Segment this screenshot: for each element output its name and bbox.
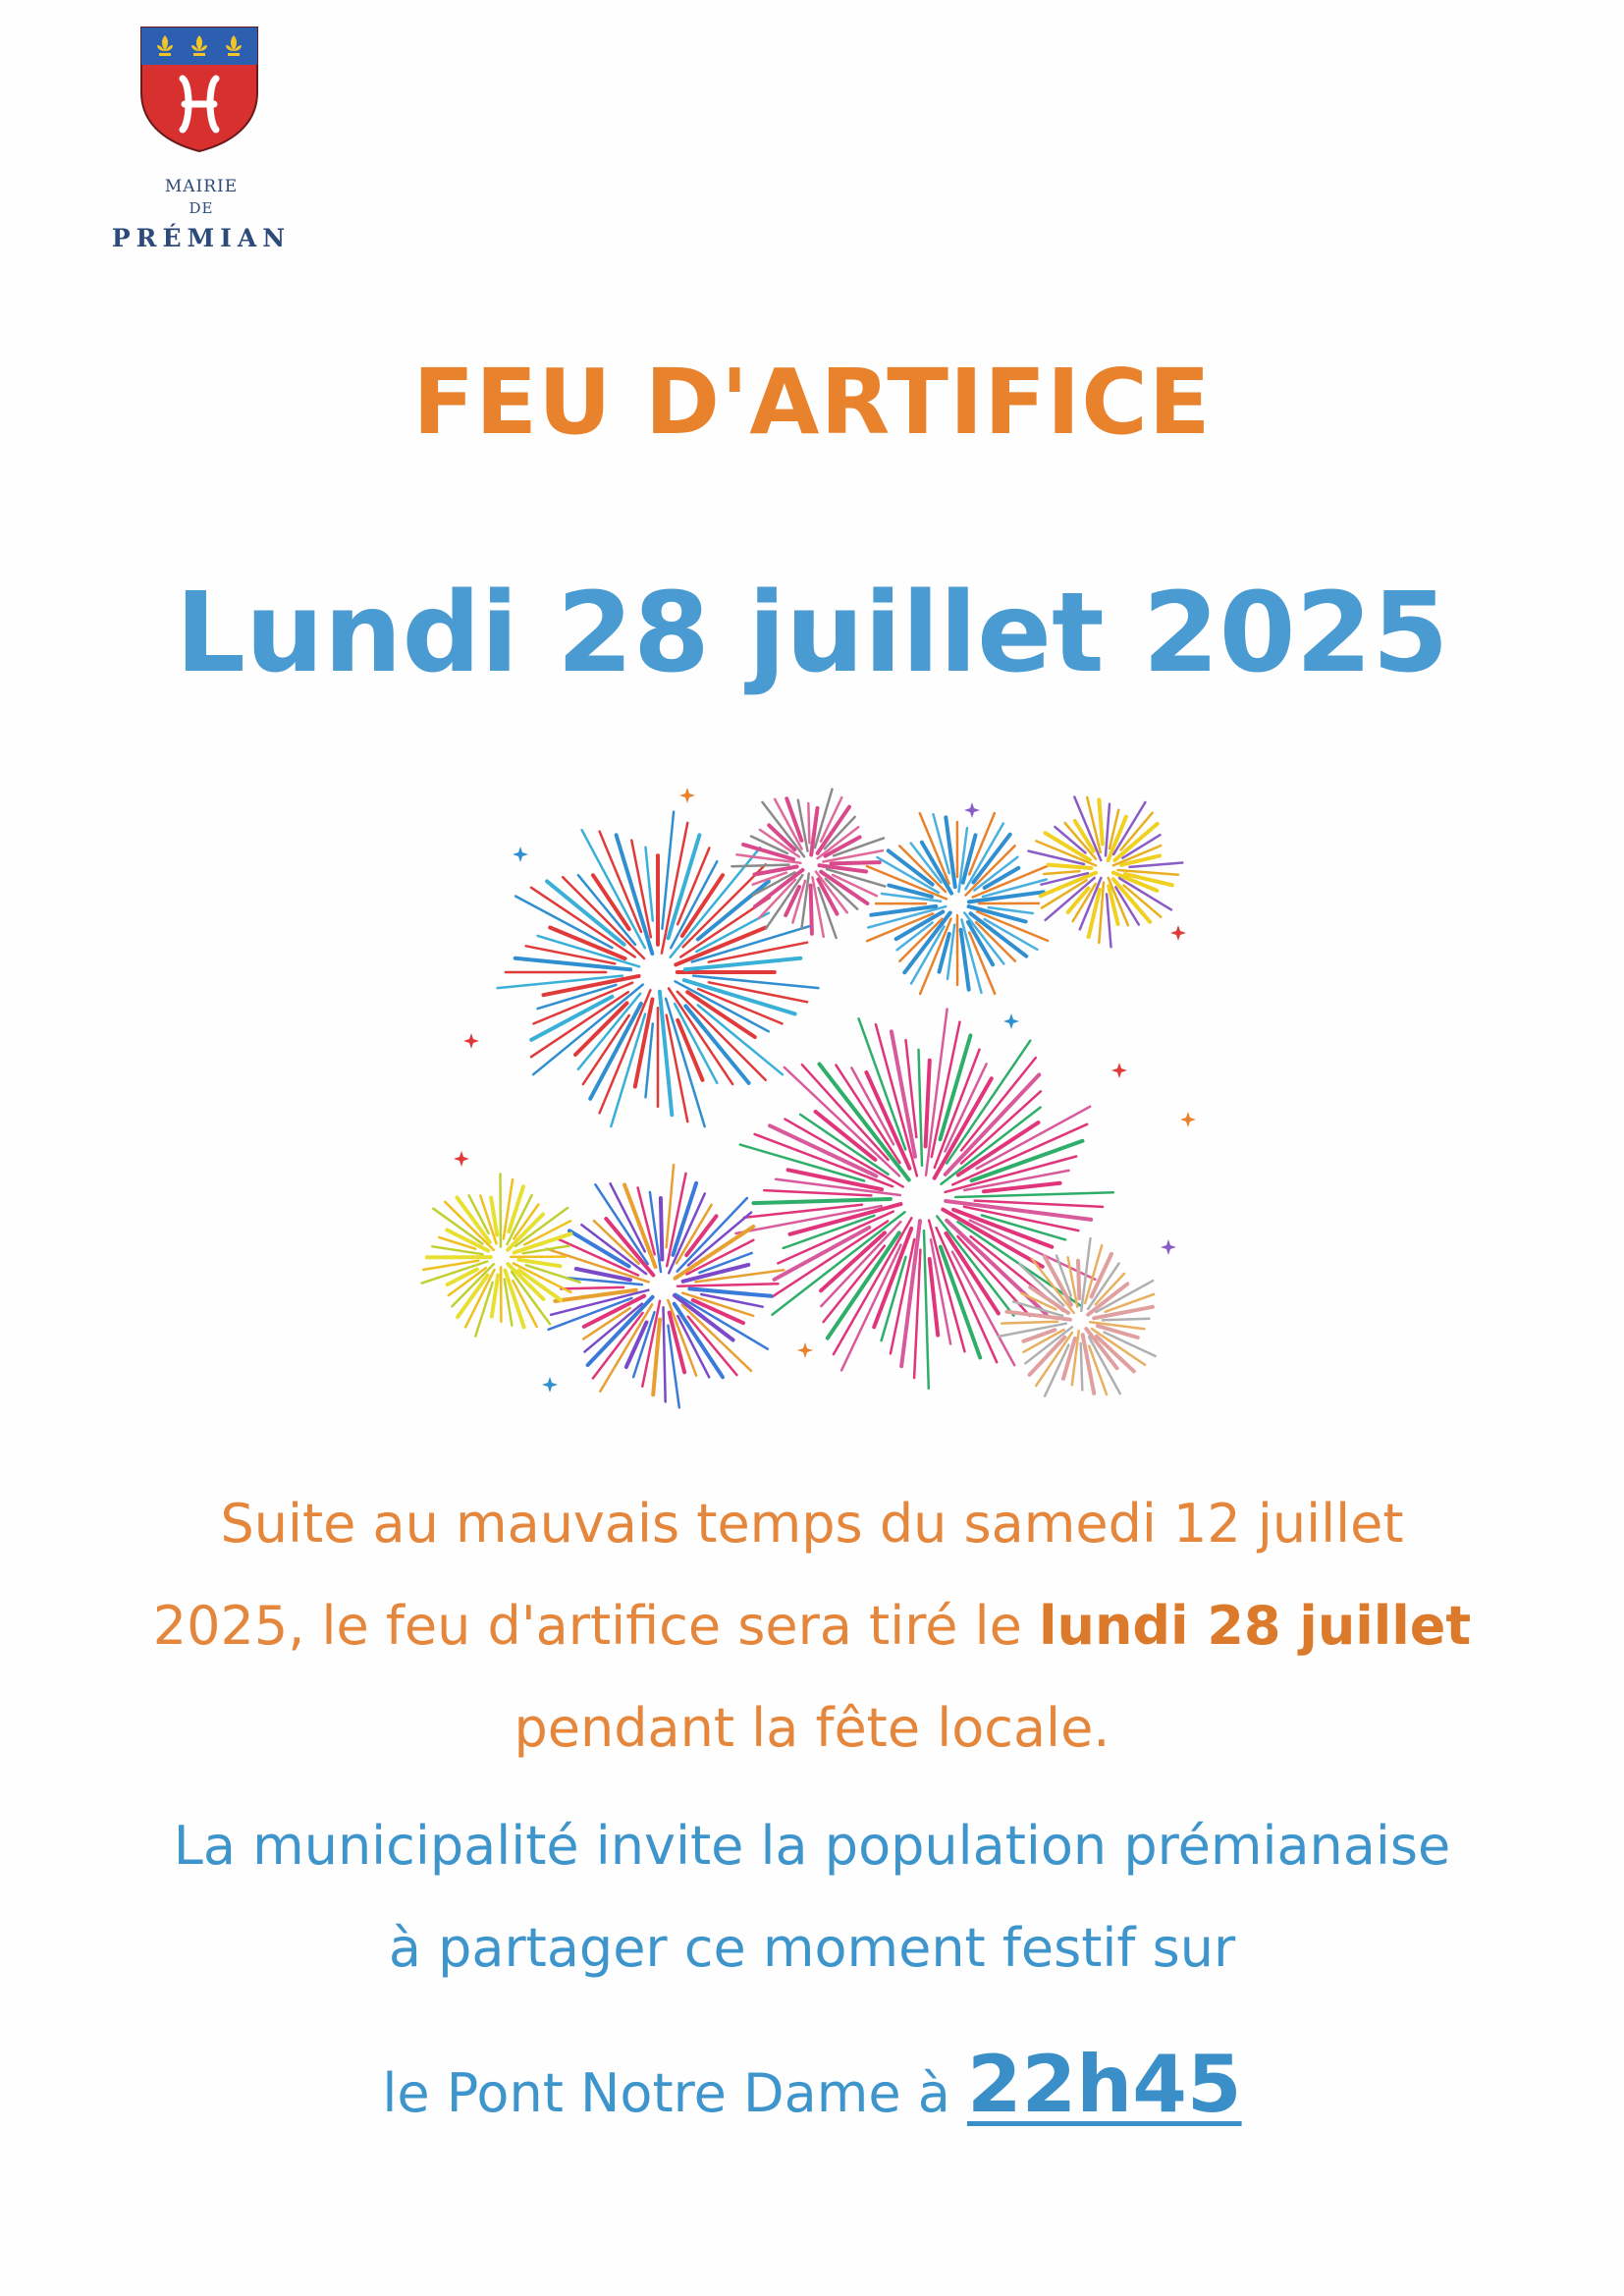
- firework-ray: [832, 862, 880, 863]
- firework-ray: [811, 886, 812, 934]
- firework-ray: [940, 934, 949, 972]
- sparkle-icon: [1003, 1013, 1019, 1029]
- crest-caption-mairie: MAIRIE: [164, 177, 239, 196]
- sparkle-icon: [1180, 1112, 1196, 1127]
- sparkle-icon: [679, 788, 695, 803]
- firework-ray: [1099, 799, 1103, 844]
- sparkle-icon: [463, 1033, 479, 1049]
- firework-ray: [867, 866, 947, 899]
- firework-ray: [924, 1230, 929, 1389]
- event-time: 22h45: [966, 2039, 1242, 2130]
- sparkle-icon: [454, 1151, 469, 1167]
- firework-burst: [1029, 797, 1183, 948]
- coat-of-arms-icon: [135, 24, 263, 153]
- sparkle-icon: [964, 802, 980, 818]
- invitation-line-2: à partager ce moment festif sur: [388, 1917, 1236, 1979]
- firework-ray: [646, 847, 653, 921]
- firework-ray: [754, 1199, 891, 1203]
- location-time: [98, 2039, 1526, 2130]
- town-name: PRÉMIAN: [111, 224, 292, 252]
- sparkle-icon: [1111, 1063, 1127, 1078]
- notice-line-1: Suite au mauvais temps du samedi 12 juillet: [220, 1493, 1404, 1555]
- sparkle-icon: [513, 847, 528, 862]
- fireworks-illustration: [412, 776, 1218, 1424]
- sparkle-icon: [797, 1342, 813, 1358]
- invitation-text: [98, 1795, 1526, 1999]
- firework-ray: [1044, 871, 1079, 874]
- firework-burst: [999, 1238, 1156, 1396]
- firework-burst: [735, 1010, 1113, 1389]
- firework-ray: [961, 1058, 1036, 1150]
- firework-burst: [867, 813, 1048, 994]
- firework-ray: [1107, 895, 1110, 948]
- firework-ray: [677, 1284, 779, 1285]
- notice-line-2: 2025, le feu d'artifice sera tiré le: [152, 1595, 1039, 1657]
- firework-ray: [582, 830, 645, 948]
- new-date-bold: lundi 28 juillet: [1039, 1595, 1472, 1657]
- firework-burst: [731, 790, 885, 938]
- location-text: le Pont Notre Dame à: [382, 2062, 967, 2124]
- firework-ray: [1103, 1319, 1150, 1321]
- firework-ray: [685, 1006, 748, 1083]
- event-title: FEU D'ARTIFICE: [412, 350, 1212, 455]
- crest-caption-de: DE: [189, 199, 214, 217]
- firework-ray: [682, 1305, 751, 1371]
- firework-ray: [731, 865, 788, 867]
- firework-ray: [919, 1050, 923, 1166]
- firework-ray: [1078, 1261, 1079, 1298]
- firework-ray: [1049, 865, 1092, 868]
- sparkle-icon: [542, 1377, 558, 1393]
- firework-ray: [1081, 1343, 1083, 1391]
- firework-ray: [662, 812, 674, 929]
- notice-line-3: pendant la fête locale.: [514, 1697, 1110, 1759]
- firework-ray: [661, 1198, 663, 1260]
- firework-ray: [581, 1225, 646, 1274]
- firework-burst: [547, 1165, 785, 1407]
- firework-ray: [764, 1190, 871, 1195]
- firework-ray: [744, 1205, 862, 1218]
- sparkle-icon: [1161, 1239, 1176, 1255]
- firework-ray: [561, 1287, 623, 1289]
- firework-burst: [422, 1174, 580, 1336]
- sparkle-icon: [1170, 925, 1186, 941]
- firework-ray: [808, 803, 809, 843]
- firework-ray: [1001, 1322, 1057, 1324]
- invitation-line-1: La municipalité invite la population prémianaise: [173, 1815, 1451, 1877]
- postponement-notice: [98, 1473, 1526, 1779]
- firework-ray: [859, 1018, 906, 1149]
- firework-ray: [664, 1307, 666, 1401]
- firework-ray: [926, 1061, 930, 1147]
- event-date: Lundi 28 juillet 2025: [175, 570, 1449, 697]
- firework-ray: [966, 846, 1015, 895]
- firework-ray: [955, 1192, 1113, 1197]
- firework-ray: [1130, 863, 1183, 867]
